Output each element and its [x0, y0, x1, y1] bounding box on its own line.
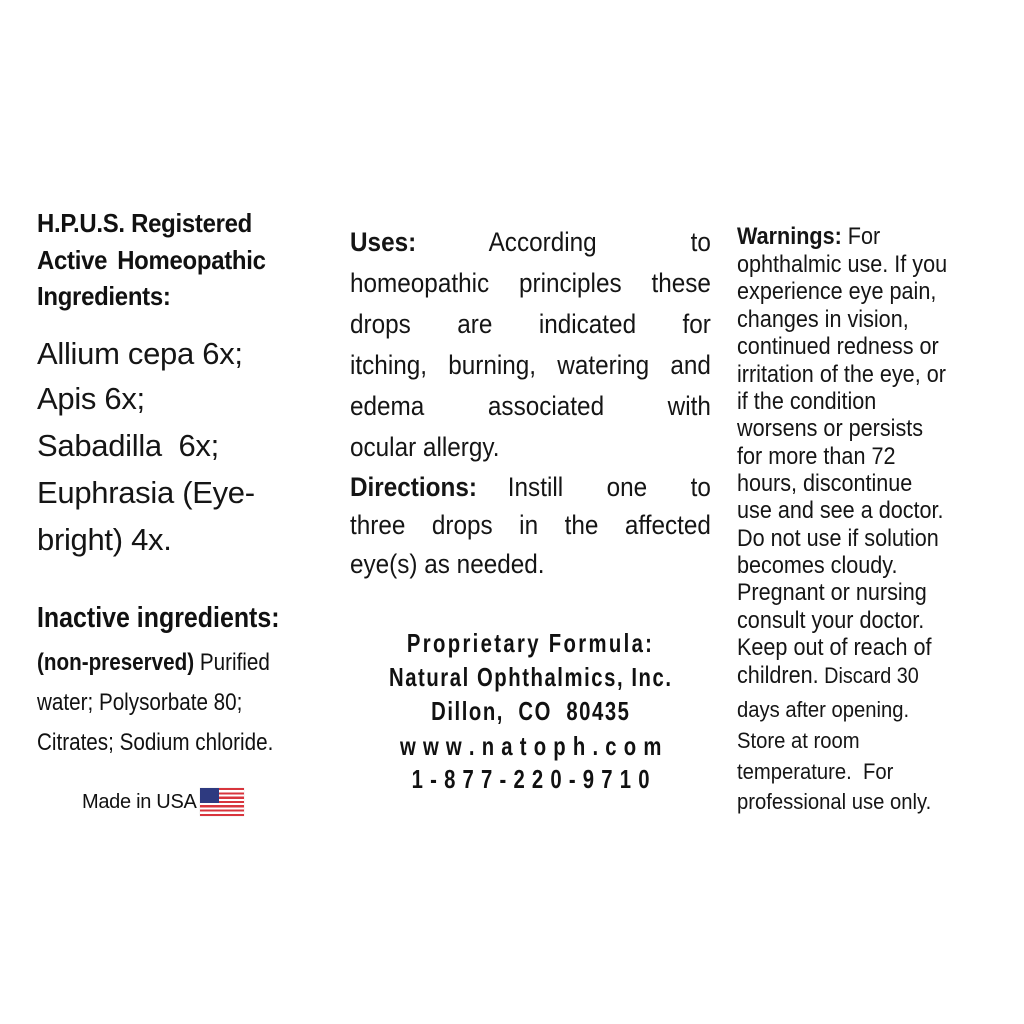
warnings-line-17: [737, 662, 919, 689]
inactive-ingredients-line-3: Citrates; Sodium chloride.: [37, 729, 274, 756]
made-in-usa-label: Made in USA: [82, 791, 197, 813]
warnings-line-21: professional use only.: [737, 789, 932, 814]
warnings-line-6: irritation of the eye, or: [737, 361, 946, 388]
proprietary-formula-text: Proprietary Formula:: [407, 628, 655, 658]
warnings-line-16: Keep out of reach of: [737, 634, 932, 661]
warnings-line-10: hours, discontinue: [737, 470, 913, 497]
warnings-line-1: [737, 223, 880, 250]
inactive-ingredient-purified: Purified: [194, 649, 270, 676]
ingredient-sabadilla: Sabadilla 6x;: [37, 428, 219, 463]
uses-text-1: According to: [488, 227, 711, 257]
uses-label: Uses:: [350, 227, 417, 257]
directions-line-1: [350, 471, 711, 503]
ingredient-allium-cepa: Allium cepa 6x;: [37, 336, 243, 371]
warnings-line-8: worsens or persists: [737, 415, 924, 442]
warnings-label: Warnings:: [737, 223, 842, 250]
inactive-ingredients-line-2: water; Polysorbate 80;: [37, 689, 243, 716]
company-website-link[interactable]: w w w . n a t o p h . c o m: [399, 731, 663, 761]
warnings-line-9: for more than 72: [737, 443, 896, 470]
warnings-discard: Discard 30: [818, 663, 919, 688]
warnings-line-15: consult your doctor.: [737, 607, 925, 634]
us-flag-icon: [200, 788, 244, 816]
proprietary-formula-line: [345, 628, 717, 658]
directions-text-1: Instill one to: [507, 472, 711, 502]
warnings-text-first: For: [841, 223, 881, 250]
uses-line-5: edema associated with: [350, 391, 711, 421]
uses-line-3: drops are indicated for: [350, 309, 711, 339]
directions-line-3: eye(s) as needed.: [350, 549, 545, 579]
warnings-line-4: changes in vision,: [737, 306, 909, 333]
warnings-line-7: if the condition: [737, 388, 877, 415]
made-in-usa-badge: [82, 788, 244, 816]
inactive-ingredients-line-1: [37, 648, 270, 678]
uses-line-6: ocular allergy.: [350, 432, 500, 462]
ingredient-apis: Apis 6x;: [37, 381, 145, 416]
warnings-line-19: Store at room: [737, 728, 860, 753]
active-ingredients-heading-line-2: Active Homeopathic: [37, 245, 266, 275]
directions-label: Directions:: [350, 472, 477, 502]
company-address-line: [345, 696, 717, 726]
inactive-ingredients-heading: Inactive ingredients:: [37, 602, 280, 634]
ingredient-euphrasia-line-1: Euphrasia (Eye-: [37, 475, 255, 510]
ingredient-euphrasia-line-2: bright) 4x.: [37, 522, 172, 557]
warnings-line-14: Pregnant or nursing: [737, 579, 927, 606]
us-flag-canton: [200, 788, 219, 803]
warnings-line-20: temperature. For: [737, 759, 894, 784]
warnings-line-18: days after opening.: [737, 697, 910, 722]
uses-line-2: homeopathic principles these: [350, 268, 711, 298]
active-ingredients-heading-line-1: H.P.U.S. Registered: [37, 208, 252, 238]
uses-line-4: itching, burning, watering and: [350, 350, 711, 380]
company-website-line[interactable]: [345, 731, 717, 761]
company-address: Dillon, CO 80435: [431, 696, 631, 726]
directions-line-2: three drops in the affected: [350, 510, 711, 540]
company-phone: 1 - 8 7 7 - 2 2 0 - 9 7 1 0: [411, 764, 651, 794]
non-preserved-label: (non-preserved): [37, 649, 195, 676]
company-phone-line: [345, 764, 717, 794]
uses-line-1: [350, 226, 711, 258]
warnings-children: children.: [737, 662, 819, 689]
active-ingredients-heading-line-3: Ingredients:: [37, 281, 171, 311]
warnings-line-3: experience eye pain,: [737, 278, 937, 305]
warnings-line-13: becomes cloudy.: [737, 552, 898, 579]
warnings-line-5: continued redness or: [737, 333, 939, 360]
company-name: Natural Ophthalmics, Inc.: [389, 662, 673, 692]
warnings-line-12: Do not use if solution: [737, 525, 939, 552]
company-name-line: [345, 662, 717, 692]
warnings-line-11: use and see a doctor.: [737, 497, 944, 524]
warnings-line-2: ophthalmic use. If you: [737, 251, 948, 278]
